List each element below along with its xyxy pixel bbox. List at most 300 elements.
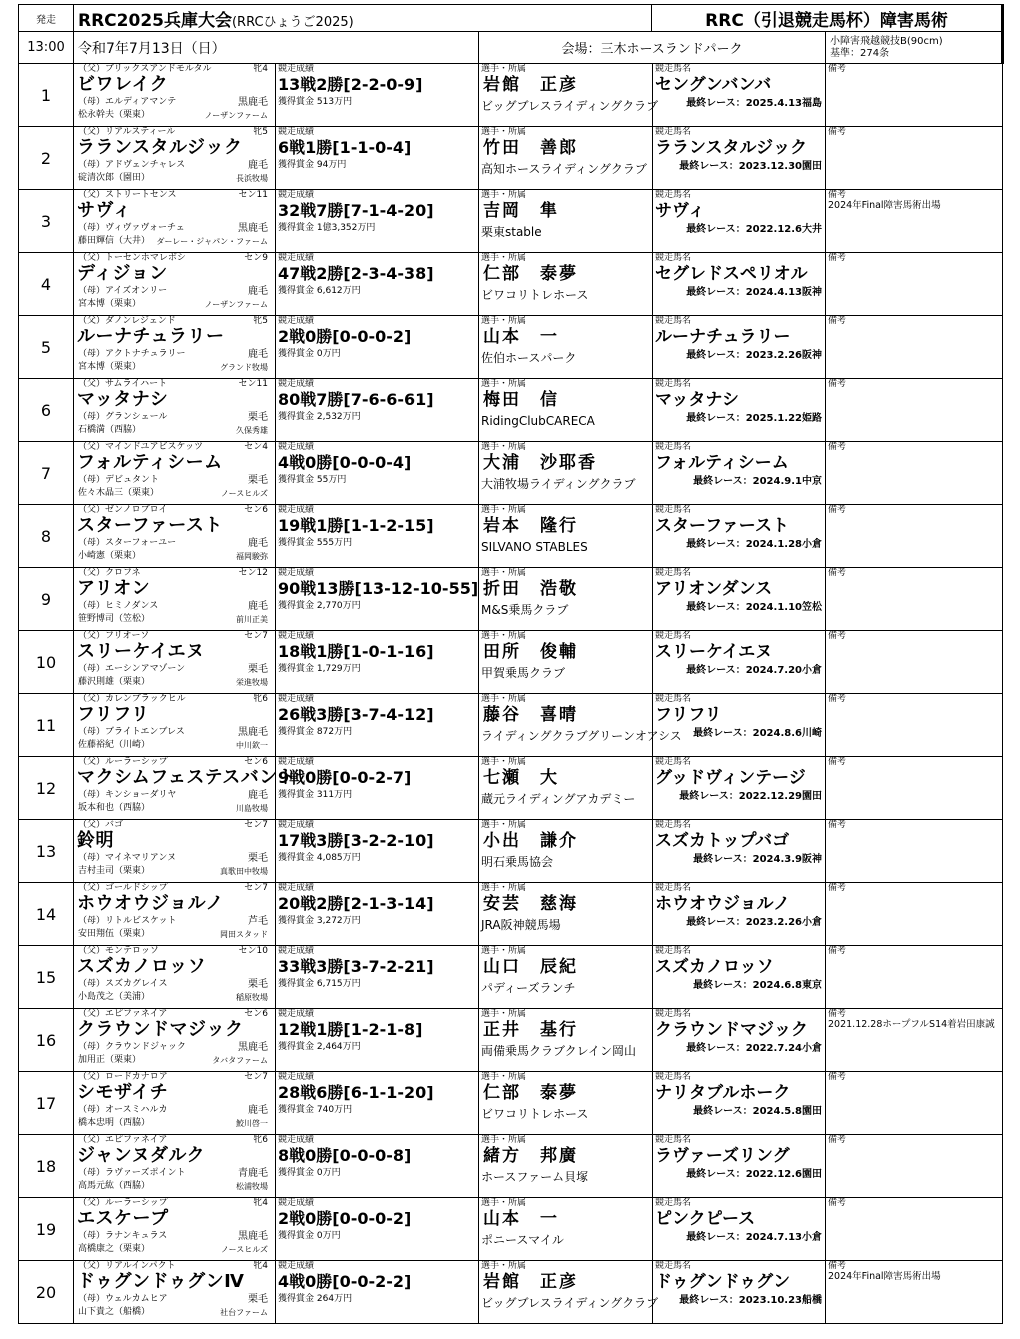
last-race-label: 最終レース： — [686, 539, 746, 550]
rider-name: 正井 基行 — [483, 1020, 578, 1040]
earnings-label: 獲得賞金 — [278, 853, 315, 863]
rider-name: 山口 辰紀 — [483, 957, 578, 977]
earnings-value: 2,464万円 — [316, 1042, 361, 1052]
last-race-label: 最終レース： — [686, 350, 746, 361]
last-race — [653, 853, 825, 867]
trainer — [78, 929, 268, 940]
race-name-label: 競走馬名 — [655, 820, 692, 830]
racing-name: ピンクピース — [655, 1209, 756, 1229]
race-record: 18戦1勝[1-0-1-16] — [278, 642, 434, 661]
race-name-label: 競走馬名 — [655, 631, 692, 641]
breeder: ノーザンファーム — [204, 111, 268, 120]
rider-label: 選手・所属 — [481, 379, 527, 389]
sire — [78, 883, 268, 893]
race-name-label: 競走馬名 — [655, 190, 692, 200]
rider-cell — [479, 820, 653, 883]
rider-cell — [479, 1009, 653, 1072]
last-race-value: 2023.12.30園田 — [738, 161, 822, 172]
sire — [78, 1135, 268, 1145]
horse-name: マッタナシ — [77, 389, 169, 410]
race-record: 80戦7勝[7-6-6-61] — [278, 390, 434, 409]
sire-name: （父）エピファネイア — [78, 1009, 168, 1019]
horse-cell — [74, 883, 276, 946]
notes-label: 備考 — [828, 820, 847, 830]
record-label: 競走成績 — [278, 1009, 315, 1019]
rider-label: 選手・所属 — [481, 631, 527, 641]
racing-name: ラヴァーズリング — [655, 1146, 790, 1166]
last-race-value: 2023.2.26阪神 — [745, 350, 822, 361]
record-cell — [276, 631, 479, 694]
last-race — [653, 601, 825, 615]
race-name-cell — [653, 316, 826, 379]
earnings — [276, 348, 478, 360]
notes-cell — [826, 379, 1003, 442]
trainer-name: 加用正（栗東） — [78, 1055, 142, 1065]
record-cell — [276, 64, 479, 127]
dam — [78, 160, 268, 171]
rider-name: 緒方 邦廣 — [483, 1146, 578, 1166]
dam-name: （母）ラヴァーズポイント — [78, 1168, 186, 1178]
race-name-label: 競走馬名 — [655, 1072, 692, 1082]
rider-club: 蔵元ライディングアカデミー — [481, 792, 636, 806]
entry-number: 3 — [19, 190, 74, 253]
breeder: 中川欽一 — [236, 741, 268, 750]
record-label: 競走成績 — [278, 946, 315, 956]
notes-cell — [826, 1261, 1003, 1324]
sire — [78, 1009, 268, 1019]
entry-row — [19, 757, 1003, 820]
notes-label: 備考 — [828, 505, 847, 515]
race-record: 9戦0勝[0-0-2-7] — [278, 768, 412, 787]
breeder: 福岡駿弥 — [236, 552, 268, 561]
race-record: 17戦3勝[3-2-2-10] — [278, 831, 434, 850]
last-race-value: 2024.8.6川崎 — [752, 728, 822, 739]
race-record: 33戦3勝[3-7-2-21] — [278, 957, 434, 976]
rider-cell — [479, 1135, 653, 1198]
trainer-name: 安田翔伍（栗東） — [78, 929, 151, 939]
dam — [78, 1231, 268, 1242]
race-name-label: 競走馬名 — [655, 505, 692, 515]
sire-name: （父）カレンブラックヒル — [78, 694, 186, 704]
trainer-name: 松永幹夫（栗東） — [78, 110, 151, 120]
dam-name: （母）ウェルカムヒア — [78, 1294, 168, 1304]
dam-name: （母）ヒミノダンス — [78, 601, 159, 611]
rider-cell — [479, 1261, 659, 1324]
trainer-name: 高馬元紘（西脇） — [78, 1181, 151, 1191]
sire — [78, 316, 268, 326]
horse-name: シモザイチ — [77, 1082, 169, 1103]
sex-age: セン6 — [244, 1009, 268, 1019]
rider-name: 藤谷 喜晴 — [483, 705, 578, 725]
notes-cell — [826, 631, 1003, 694]
horse-name: スリーケイエヌ — [77, 641, 205, 662]
last-race-value: 2022.12.6大井 — [745, 224, 822, 235]
race-name-cell — [653, 253, 826, 316]
horse-name: クラウンドマジック — [77, 1019, 244, 1040]
rider-label: 選手・所属 — [481, 1198, 527, 1208]
sire — [78, 442, 268, 452]
rider-cell — [479, 757, 653, 820]
start-label: 発走 — [19, 5, 74, 32]
rider-label: 選手・所属 — [481, 568, 527, 578]
racing-name: ルーナチュラリー — [655, 327, 791, 347]
breeder: ノーザンファーム — [204, 300, 268, 309]
horse-cell — [74, 1198, 276, 1261]
last-race — [653, 97, 825, 111]
rider-label: 選手・所属 — [481, 820, 527, 830]
record-cell — [276, 253, 479, 316]
sex-age: 牝4 — [253, 1261, 268, 1271]
earnings — [276, 1230, 478, 1242]
rider-club: SILVANO STABLES — [481, 540, 588, 554]
record-label: 競走成績 — [278, 1135, 315, 1145]
coat-color: 栗毛 — [248, 664, 268, 675]
sire — [78, 379, 268, 389]
race-name-cell — [653, 64, 826, 127]
sire — [78, 1261, 268, 1271]
earnings-value: 0万円 — [316, 1231, 341, 1241]
breeder: 岡田スタッド — [220, 930, 268, 939]
rider-label: 選手・所属 — [481, 127, 527, 137]
last-race — [653, 475, 825, 489]
coat-color: 鹿毛 — [248, 160, 268, 171]
horse-name: ビワレイク — [77, 74, 169, 95]
earnings-label: 獲得賞金 — [278, 286, 315, 296]
horse-cell — [74, 316, 276, 379]
trainer — [78, 551, 268, 562]
rider-club: 甲賀乗馬クラブ — [481, 666, 566, 680]
horse-name: フォルティシーム — [77, 452, 223, 473]
entry-number: 4 — [19, 253, 74, 316]
breeder: 松浦牧場 — [236, 1182, 268, 1191]
sire — [78, 1072, 268, 1082]
entry-number: 6 — [19, 379, 74, 442]
notes-cell — [826, 1198, 1003, 1261]
horse-name: ジャンヌダルク — [77, 1145, 206, 1166]
race-name-label: 競走馬名 — [655, 568, 692, 578]
sex-age: セン7 — [244, 1072, 268, 1082]
notes-text: 2024年Final障害馬術出場 — [828, 1271, 941, 1282]
horse-cell — [74, 820, 276, 883]
earnings — [276, 474, 478, 486]
competition-title: RRC（引退競走馬杯）障害馬術 — [652, 5, 1003, 32]
race-name-label: 競走馬名 — [655, 64, 692, 74]
sire-name: （父）フリオーソ — [78, 631, 150, 641]
record-label: 競走成績 — [278, 316, 315, 326]
rider-club: ホースファーム貝塚 — [481, 1170, 589, 1184]
earnings-label: 獲得賞金 — [278, 97, 315, 107]
race-name-label: 競走馬名 — [655, 1009, 692, 1019]
rider-label: 選手・所属 — [481, 757, 527, 767]
horse-name: スターファースト — [77, 515, 223, 536]
sex-age: 牝4 — [253, 1198, 268, 1208]
earnings-value: 0万円 — [316, 1168, 341, 1178]
earnings — [276, 978, 478, 990]
last-race — [653, 160, 825, 174]
last-race-value: 2024.7.13小倉 — [745, 1232, 822, 1243]
sire-name: （父）バゴ — [78, 820, 124, 830]
last-race-value: 2022.12.29園田 — [738, 791, 822, 802]
notes-label: 備考 — [828, 127, 847, 137]
horse-cell — [74, 631, 276, 694]
sex-age: セン12 — [238, 568, 268, 578]
rider-club: 栗東stable — [481, 225, 542, 239]
sire-name: （父）ロードカナロア — [78, 1072, 168, 1082]
record-cell — [276, 883, 479, 946]
rider-club: ポニースマイル — [481, 1233, 564, 1247]
horse-cell — [74, 1135, 276, 1198]
entry-row — [19, 631, 1003, 694]
rider-cell — [479, 1198, 653, 1261]
sex-age: セン6 — [244, 757, 268, 767]
sire-name: （父）クロフネ — [78, 568, 141, 578]
rider-label: 選手・所属 — [481, 883, 527, 893]
earnings — [276, 852, 478, 864]
racing-name: ナリタブルホーク — [655, 1083, 791, 1103]
record-label: 競走成績 — [278, 694, 315, 704]
earnings — [276, 159, 478, 171]
last-race — [653, 790, 825, 804]
horse-name: ルーナチュラリー — [77, 326, 225, 347]
last-race-value: 2025.1.22姫路 — [745, 413, 822, 424]
rider-label: 選手・所属 — [481, 505, 527, 515]
coat-color: 黒鹿毛 — [238, 97, 268, 108]
earnings-label: 獲得賞金 — [278, 349, 315, 359]
earnings-value: 872万円 — [316, 727, 353, 737]
rider-name: 岩館 正彦 — [483, 75, 578, 95]
earnings — [276, 789, 478, 801]
breeder: タバタファーム — [212, 1056, 268, 1065]
record-cell — [276, 1198, 479, 1261]
earnings-label: 獲得賞金 — [278, 538, 315, 548]
coat-color: 黒鹿毛 — [238, 1042, 268, 1053]
dam-name: （母）アドヴェンチャレス — [78, 160, 186, 170]
last-race-label: 最終レース： — [686, 224, 746, 235]
earnings-label: 獲得賞金 — [278, 664, 315, 674]
horse-name: ドゥグンドゥグンⅣ — [77, 1271, 245, 1292]
dam-name: （母）ラナンキュラス — [78, 1231, 168, 1241]
notes-cell — [826, 316, 1003, 379]
racing-name: サヴィ — [655, 201, 705, 221]
breeder: 川島牧場 — [236, 804, 268, 813]
horse-cell — [74, 379, 276, 442]
trainer-name: 吉村圭司（栗東） — [78, 866, 151, 876]
race-record: 26戦3勝[3-7-4-12] — [278, 705, 434, 724]
rider-club: ビッグブレスライディングクラブ — [481, 99, 659, 113]
earnings — [276, 1293, 478, 1305]
trainer-name: 藤田輝信（大井） — [78, 236, 151, 246]
last-race-value: 2022.7.24小倉 — [745, 1043, 822, 1054]
coat-color: 鹿毛 — [248, 790, 268, 801]
notes-cell — [826, 64, 1003, 127]
race-name-label: 競走馬名 — [655, 757, 692, 767]
record-cell — [276, 820, 479, 883]
last-race-value: 2024.3.9阪神 — [752, 854, 822, 865]
notes-cell — [826, 757, 1003, 820]
breeder: 前川正美 — [236, 615, 268, 624]
breeder: ダーレー・ジャパン・ファーム — [156, 237, 268, 246]
dam — [78, 97, 268, 108]
last-race — [653, 538, 825, 552]
entry-number: 19 — [19, 1198, 74, 1261]
last-race — [653, 1294, 825, 1308]
record-cell — [276, 316, 479, 379]
breeder: 鮫川啓一 — [236, 1119, 268, 1128]
sex-age: セン9 — [244, 253, 268, 263]
entry-row — [19, 694, 1003, 757]
entry-row — [19, 64, 1003, 127]
record-cell — [276, 694, 479, 757]
last-race-value: 2024.4.13阪神 — [745, 287, 822, 298]
notes-label: 備考 — [828, 64, 847, 74]
entry-number: 20 — [19, 1261, 74, 1324]
horse-cell — [74, 127, 276, 190]
earnings-label: 獲得賞金 — [278, 475, 315, 485]
sire-name: （父）ゴールドシップ — [78, 883, 168, 893]
record-label: 競走成績 — [278, 820, 315, 830]
earnings — [276, 222, 478, 234]
earnings-value: 1億3,352万円 — [316, 223, 376, 233]
sex-age: セン7 — [244, 631, 268, 641]
sire — [78, 946, 268, 956]
last-race-label: 最終レース： — [679, 1295, 739, 1306]
race-name-label: 競走馬名 — [655, 883, 692, 893]
coat-color: 黒鹿毛 — [238, 1231, 268, 1242]
last-race-value: 2024.1.10笠松 — [745, 602, 822, 613]
course: 小障害飛越競技B(90cm) — [830, 35, 943, 47]
notes-label: 備考 — [828, 316, 847, 326]
notes-label: 備考 — [828, 694, 847, 704]
racing-name: スターファースト — [655, 516, 789, 536]
last-race — [653, 412, 825, 426]
notes-cell — [826, 883, 1003, 946]
entry-row — [19, 1198, 1003, 1261]
record-cell — [276, 127, 479, 190]
sire-name: （父）サムライハート — [78, 379, 168, 389]
rider-club: ライディングクラブグリーンオアシス — [481, 729, 682, 743]
dam-name: （母）アクトナチュラリー — [78, 349, 186, 359]
rider-name: 折田 浩敬 — [483, 579, 578, 599]
last-race-label: 最終レース： — [686, 98, 746, 109]
earnings-value: 3,272万円 — [316, 916, 361, 926]
rider-club: JRA阪神競馬場 — [481, 918, 561, 932]
trainer — [78, 740, 268, 751]
trainer-name: 笹野博司（笠松） — [78, 614, 151, 624]
trainer-name: 佐藤裕紀（川崎） — [78, 740, 151, 750]
trainer-name: 宮本博（栗東） — [78, 362, 142, 372]
trainer — [78, 1181, 268, 1192]
breeder: ノースヒルズ — [220, 1245, 268, 1254]
entry-row — [19, 1135, 1003, 1198]
earnings — [276, 1104, 478, 1116]
record-label: 競走成績 — [278, 442, 315, 452]
earnings — [276, 915, 478, 927]
horse-cell — [74, 1072, 276, 1135]
entry-row — [19, 1072, 1003, 1135]
entry-row — [19, 379, 1003, 442]
earnings — [276, 1041, 478, 1053]
earnings-label: 獲得賞金 — [278, 790, 315, 800]
entry-row — [19, 946, 1003, 1009]
coat-color: 栗毛 — [248, 412, 268, 423]
horse-cell — [74, 568, 276, 631]
coat-color: 黒鹿毛 — [238, 223, 268, 234]
race-record: 32戦7勝[7-1-4-20] — [278, 201, 434, 220]
rider-label: 選手・所属 — [481, 190, 527, 200]
dam — [78, 1042, 268, 1053]
horse-name: ホウオウジョルノ — [77, 893, 224, 914]
entry-number: 5 — [19, 316, 74, 379]
breeder: 久保秀雄 — [236, 426, 268, 435]
record-label: 競走成績 — [278, 253, 315, 263]
race-record: 47戦2勝[2-3-4-38] — [278, 264, 434, 283]
sex-age: 牝6 — [253, 1135, 268, 1145]
rider-name: 岩本 隆行 — [483, 516, 578, 536]
notes-label: 備考 — [828, 946, 847, 956]
racing-name: セングンバンバ — [655, 75, 772, 95]
dam — [78, 349, 268, 360]
race-record: 8戦0勝[0-0-0-8] — [278, 1146, 412, 1165]
coat-color: 栗毛 — [248, 853, 268, 864]
entry-row — [19, 1009, 1003, 1072]
earnings-label: 獲得賞金 — [278, 1231, 315, 1241]
rider-club: 大浦牧場ライディングクラブ — [481, 477, 636, 491]
entry-number: 18 — [19, 1135, 74, 1198]
breeder: 稲原牧場 — [236, 993, 268, 1002]
rider-cell — [479, 253, 653, 316]
last-race-label: 最終レース： — [686, 602, 746, 613]
rider-name: 梅田 信 — [483, 390, 559, 410]
race-name-label: 競走馬名 — [655, 127, 692, 137]
entry-row — [19, 442, 1003, 505]
trainer — [78, 866, 268, 877]
notes-cell — [826, 568, 1003, 631]
sire-name: （父）ルーラーシップ — [78, 757, 168, 767]
entry-row — [19, 820, 1003, 883]
trainer-name: 小島茂之（美浦） — [78, 992, 151, 1002]
sire-name: （父）ブリックスアンドモルタル — [78, 64, 212, 74]
earnings — [276, 600, 478, 612]
rider-club: パディーズランチ — [481, 981, 576, 995]
earnings-value: 513万円 — [316, 97, 353, 107]
notes-cell — [826, 946, 1003, 1009]
last-race-label: 最終レース： — [686, 1043, 746, 1054]
dam-name: （母）マイネマリアンヌ — [78, 853, 177, 863]
entry-row — [19, 1261, 1003, 1324]
last-race-value: 2024.1.28小倉 — [745, 539, 822, 550]
coat-color: 鹿毛 — [248, 286, 268, 297]
notes-label: 備考 — [828, 1198, 847, 1208]
rider-label: 選手・所属 — [481, 316, 527, 326]
record-label: 競走成績 — [278, 505, 315, 515]
earnings-label: 獲得賞金 — [278, 412, 315, 422]
record-cell — [276, 442, 479, 505]
course-info — [826, 32, 1003, 64]
venue: 会場：三木ホースランドパーク — [479, 32, 826, 64]
sire-name: （父）リアルインパクト — [78, 1261, 176, 1271]
entry-row — [19, 883, 1003, 946]
coat-color: 栗毛 — [248, 979, 268, 990]
last-race-label: 最終レース： — [693, 728, 753, 739]
earnings-label: 獲得賞金 — [278, 979, 315, 989]
last-race — [653, 916, 825, 930]
dam — [78, 790, 268, 801]
record-cell — [276, 190, 479, 253]
entry-number: 9 — [19, 568, 74, 631]
earnings-value: 555万円 — [316, 538, 353, 548]
horse-name: フリフリ — [77, 704, 150, 725]
sex-age: セン10 — [238, 946, 268, 956]
